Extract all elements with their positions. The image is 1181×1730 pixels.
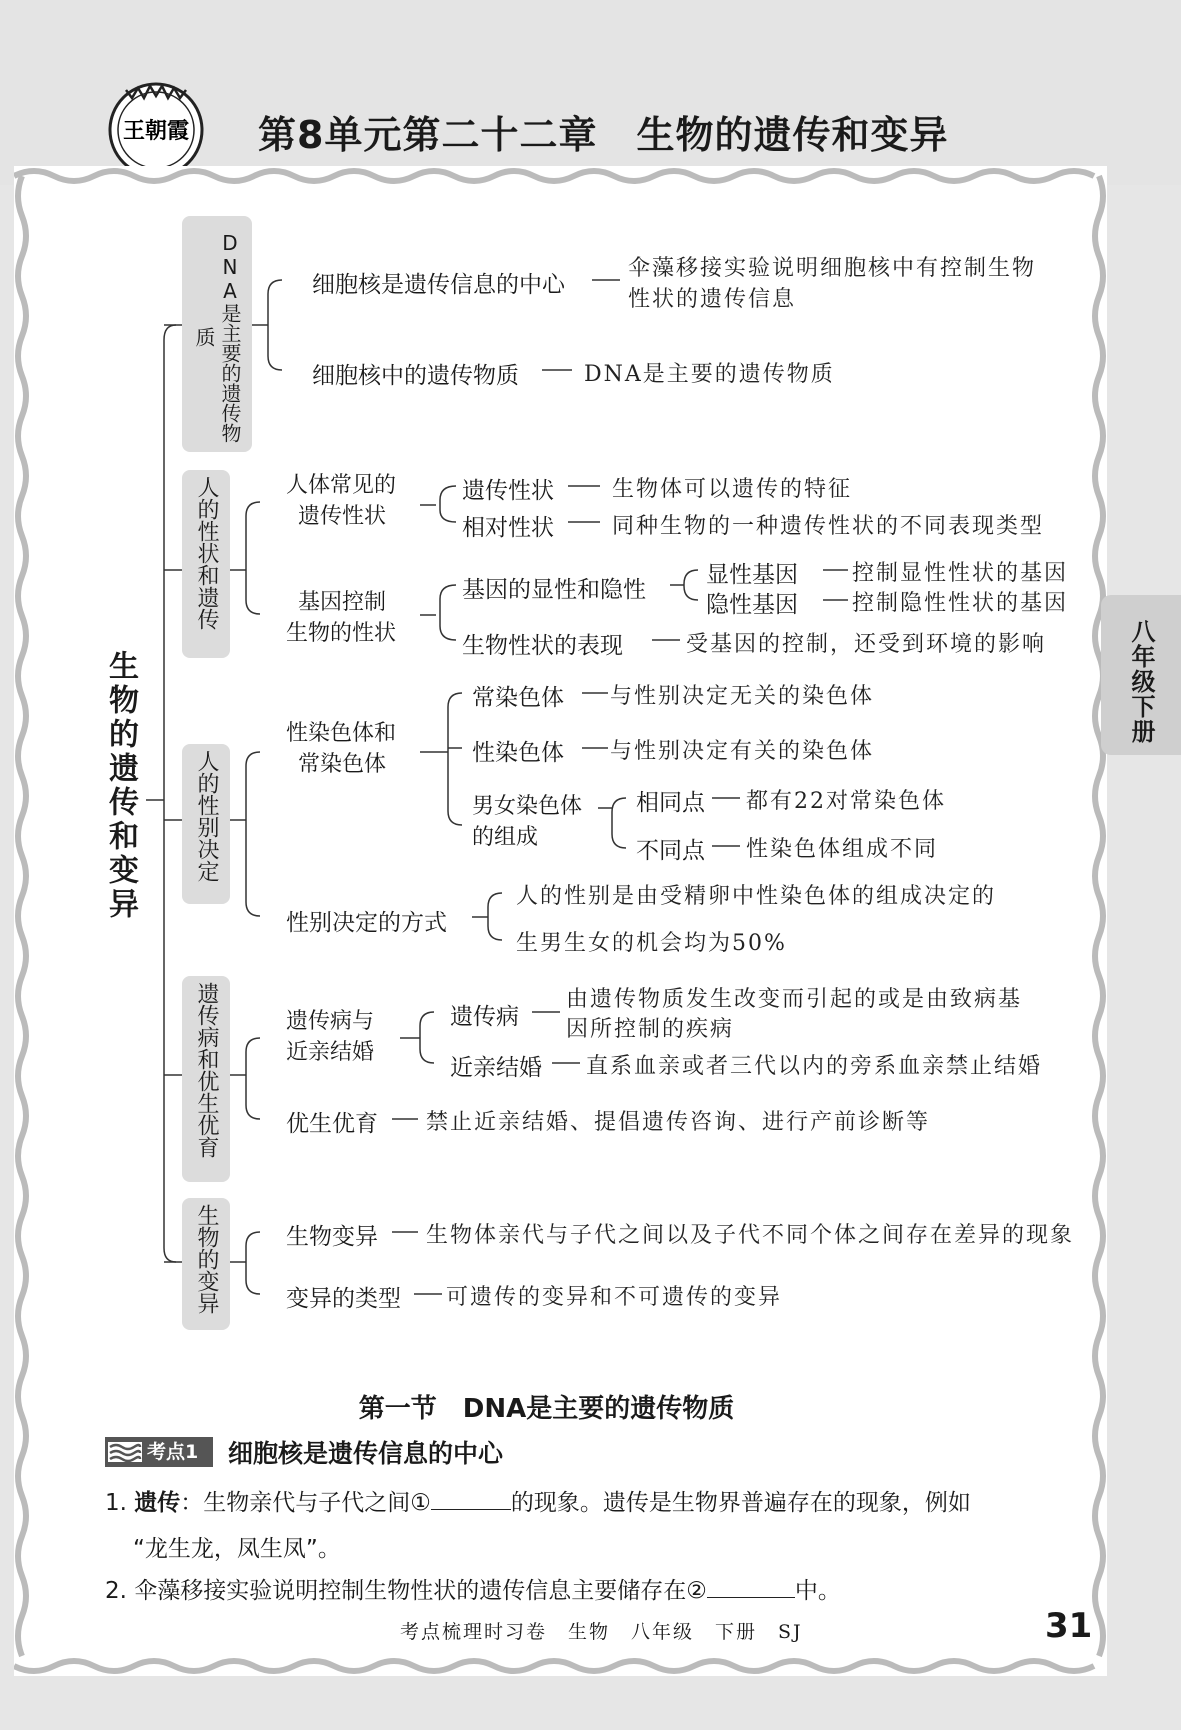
b5-item2: 变异的类型 <box>286 1286 401 1312</box>
b4-item1-l1: 遗传病与 <box>286 1009 375 1034</box>
waves-icon <box>108 1442 142 1462</box>
b3-b-desc: 与性别决定有关的染色体 <box>610 739 875 764</box>
question-1-term: 遗传 <box>134 1490 181 1516</box>
b2-c2: 隐性基因 <box>706 592 798 618</box>
b1-item2-desc: DNA是主要的遗传物质 <box>584 362 835 387</box>
page-title: 第8单元第二十二章 生物的遗传和变异 <box>258 113 949 157</box>
b2-a-desc: 生物体可以遗传的特征 <box>612 477 853 502</box>
branch-box-variation <box>182 1198 230 1330</box>
b2-d-desc: 受基因的控制，还受到环境的影响 <box>686 632 1047 657</box>
branch-box-traits <box>182 470 230 658</box>
b3-d2: 生男生女的机会均为50% <box>516 931 787 956</box>
b2-c: 基因的显性和隐性 <box>462 577 646 603</box>
b2-c1: 显性基因 <box>706 562 798 588</box>
b2-a: 遗传性状 <box>462 478 554 504</box>
question-2-number: 2. <box>105 1578 127 1604</box>
b4-item2: 优生优育 <box>286 1111 378 1137</box>
b2-b-desc: 同种生物的一种遗传性状的不同表现类型 <box>612 514 1045 539</box>
b3-c2: 不同点 <box>636 838 705 864</box>
b3-c-l1: 男女染色体 <box>472 794 583 819</box>
branch-box-dna <box>182 216 252 452</box>
b2-b: 相对性状 <box>462 515 554 541</box>
b2-item2-l2: 生物的性状 <box>286 621 397 646</box>
b2-c1-desc: 控制显性性状的基因 <box>852 561 1069 586</box>
b4-item2-desc: 禁止近亲结婚、提倡遗传咨询、进行产前诊断等 <box>426 1110 931 1135</box>
b4-a-desc2: 因所控制的疾病 <box>566 1017 735 1042</box>
mind-map-root: 生物的遗传和变异 <box>103 650 138 922</box>
b3-b: 性染色体 <box>472 740 564 766</box>
b4-a: 遗传病 <box>450 1004 519 1030</box>
question-2-text-b: 中。 <box>794 1578 841 1604</box>
grade-side-tab: 八年级下册 <box>1101 595 1181 755</box>
b3-item1-l1: 性染色体和 <box>286 721 397 746</box>
b3-d1: 人的性别是由受精卵中性染色体的组成决定的 <box>516 884 997 909</box>
b3-a: 常染色体 <box>472 685 564 711</box>
b1-item1-desc1: 伞藻移接实验说明细胞核中有控制生物 <box>628 256 1037 281</box>
b5-item1-desc: 生物体亲代与子代之间以及子代不同个体之间存在差异的现象 <box>426 1223 1075 1248</box>
branch-box-disease <box>182 976 230 1182</box>
b4-a-desc1: 由遗传物质发生改变而引起的或是由致病基 <box>566 987 1023 1012</box>
b3-c1-desc: 都有22对常染色体 <box>746 789 946 814</box>
b4-item1-l2: 近亲结婚 <box>286 1040 375 1065</box>
b3-c1: 相同点 <box>636 790 705 816</box>
b5-item1: 生物变异 <box>286 1224 378 1250</box>
b5-item2-desc: 可遗传的变异和不可遗传的变异 <box>446 1285 783 1310</box>
b2-item2-l1: 基因控制 <box>298 590 387 615</box>
b2-item1-l2: 遗传性状 <box>298 504 387 529</box>
b1-item2: 细胞核中的遗传物质 <box>312 363 519 389</box>
answer-blank-2[interactable] <box>707 1576 795 1598</box>
publisher-logo <box>106 78 206 178</box>
question-1-text-c: “龙生龙，凤生凤”。 <box>133 1536 341 1562</box>
branch-label-sex: 人的性别决定 <box>194 750 219 882</box>
question-1-text-b: 的现象。遗传是生物界普遍存在的现象，例如 <box>510 1490 971 1516</box>
question-1 <box>105 1480 1085 1572</box>
svg-text:王朝霞: 王朝霞 <box>122 118 190 144</box>
b2-c2-desc: 控制隐性性状的基因 <box>852 591 1069 616</box>
page-number: 31 <box>1045 1606 1093 1646</box>
branch-label-disease: 遗传病和优生优育 <box>194 982 219 1158</box>
question-2 <box>105 1568 1085 1614</box>
b2-d: 生物性状的表现 <box>462 633 623 659</box>
b1-item1-desc2: 性状的遗传信息 <box>628 287 797 312</box>
branch-label-dna: DNA是主要的遗传物质 <box>192 231 242 443</box>
b3-item2: 性别决定的方式 <box>286 910 447 936</box>
question-1-number: 1. <box>105 1490 127 1516</box>
b2-item1-l1: 人体常见的 <box>286 473 397 498</box>
section-title: 第一节 DNA是主要的遗传物质 <box>358 1394 735 1424</box>
b4-b-desc: 直系血亲或者三代以内的旁系血亲禁止结婚 <box>586 1054 1043 1079</box>
key-point-title: 细胞核是遗传信息的中心 <box>228 1439 504 1468</box>
b1-item1: 细胞核是遗传信息的中心 <box>312 272 565 298</box>
key-point-badge: 考点1 <box>105 1437 213 1467</box>
branch-label-variation: 生物的变异 <box>194 1204 219 1314</box>
b4-b: 近亲结婚 <box>450 1055 542 1081</box>
answer-blank-1[interactable] <box>431 1488 511 1510</box>
question-1-text-a: ：生物亲代与子代之间① <box>180 1490 431 1516</box>
branch-label-traits: 人的性状和遗传 <box>194 476 219 630</box>
b3-c2-desc: 性染色体组成不同 <box>746 837 939 862</box>
b3-item1-l2: 常染色体 <box>298 752 387 777</box>
question-2-text-a: 伞藻移接实验说明控制生物性状的遗传信息主要储存在② <box>134 1578 707 1604</box>
b3-a-desc: 与性别决定无关的染色体 <box>610 684 875 709</box>
branch-box-sex <box>182 744 230 904</box>
footer-text: 考点梳理时习卷 生物 八年级 下册 SJ <box>400 1621 803 1643</box>
b3-c-l2: 的组成 <box>472 825 539 850</box>
